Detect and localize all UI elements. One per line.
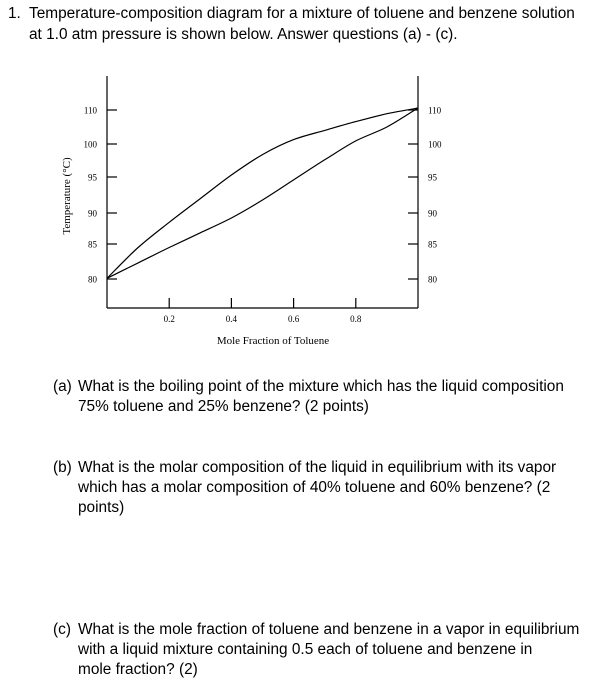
question-a-line-2: 75% toluene and 25% benzene? (2 points): [78, 398, 369, 415]
y-axis-label: Temperature (°C): [61, 157, 73, 235]
left-tick-label-110: 110: [83, 105, 97, 116]
x-tick-label-0.6: 0.6: [287, 314, 300, 324]
right-tick-label-90: 90: [428, 208, 437, 219]
question-c-line-3: mole fraction? (2): [78, 661, 198, 678]
question-a-line-1: What is the boiling point of the mixture which has the liquid composition: [78, 378, 564, 395]
question-b-line-3: points): [78, 499, 125, 516]
left-tick-label-90: 90: [88, 208, 97, 219]
question-a-label: (a): [53, 378, 72, 395]
question-c-line-2: with a liquid mixture containing 0.5 each of toluene and benzene in: [78, 641, 533, 658]
question-b-line-2: which has a molar composition of 40% toluene and 60% benzene? (2: [78, 479, 551, 496]
right-tick-label-100: 100: [428, 139, 442, 150]
left-tick-label-85: 85: [88, 239, 97, 250]
left-y-ticks: [84, 106, 118, 285]
x-tick-label-0.8: 0.8: [350, 314, 362, 324]
axes: [107, 76, 418, 308]
question-b-line-1: What is the molar composition of the liquid in equilibrium with its vapor: [78, 459, 557, 476]
curves: [107, 108, 418, 278]
question-number: 1.: [8, 5, 21, 22]
x-tick-label-0.4: 0.4: [225, 314, 238, 324]
right-tick-label-95: 95: [428, 172, 437, 183]
left-tick-label-95: 95: [88, 172, 97, 183]
question-b-label: (b): [53, 459, 72, 476]
x-tick-label-0.2: 0.2: [163, 314, 175, 324]
right-y-ticks: [408, 106, 442, 285]
question-c-line-1: What is the mole fraction of toluene and benzene in a vapor in equilibrium: [78, 621, 580, 638]
x-axis-label: Mole Fraction of Toluene: [216, 335, 330, 347]
question-c-label: (c): [53, 621, 71, 638]
right-tick-label-80: 80: [428, 274, 437, 285]
right-tick-label-110: 110: [428, 105, 442, 116]
left-tick-label-80: 80: [88, 274, 97, 285]
right-tick-label-85: 85: [428, 239, 437, 250]
left-tick-label-100: 100: [83, 139, 97, 150]
question-stem: Temperature-composition diagram for a mixture of toluene and benzene solution at 1.0 atm pressure is shown below. Answer questions (a) - (c).: [29, 5, 575, 43]
x-ticks: [164, 298, 362, 324]
bubble-curve: [107, 108, 418, 278]
